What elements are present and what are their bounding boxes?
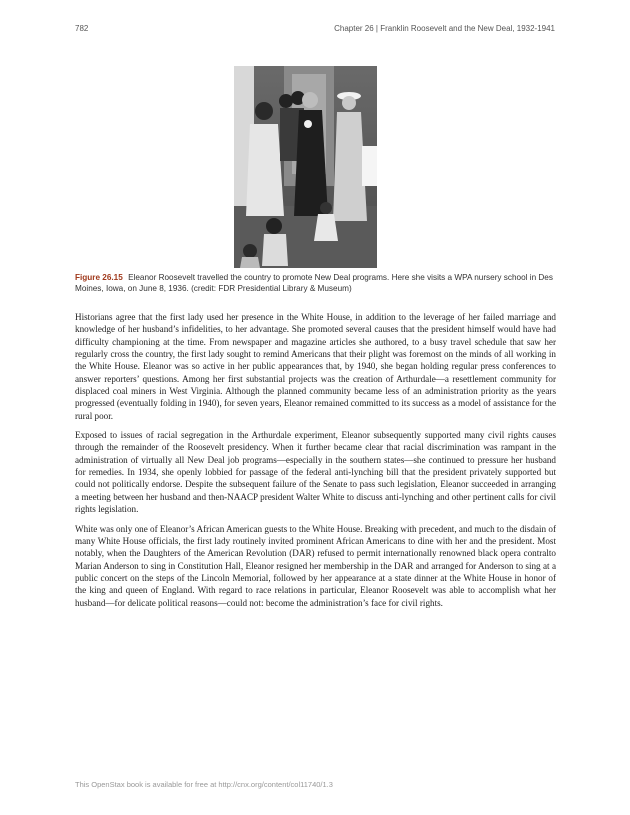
paragraph: Historians agree that the first lady used her presence in the White House, in addition to the leverage of her failed marriage and knowledge of her husband’s infidelities, to her advantage. She promoted several causes that the president himself would have had difficulty championing at the time. From newspaper and magazine articles she authored, to a busy travel schedule that saw her regularly cross the country, the first lady sought to remind Americans that their plight was foremost on the minds of all working in the White House. Eleanor was so active in her public appearances that, by 1940, she began holding regular press conferences to answer reporters’ questions. Among her first substantial projects was the creation of Arthurdale—a resettlement community for displaced coal miners in West Virginia. Although the planned community became less of an administration priority as the years progressed (eventually folding in 1940), for seven years, Eleanor remained committed to its success as a model of assistance for the rural poor. [75,312,556,421]
figure-label: Figure 26.15 [75,273,123,282]
paragraph: White was only one of Eleanor’s African American guests to the White House. Breaking with precedent, and much to the disdain of many White House officials, the first lady routinely invited prominent African Americans to dine with her and the president. Most notably, when the Daughters of the American Revolution (DAR) refused to permit internationally renowned black opera contralto Marian Anderson to sing in Constitution Hall, Eleanor resigned her membership in the DAR and arranged for Anderson to sing at a public concert on the steps of the Lincoln Memorial, followed by her appearance at a state dinner at the White House in honor of the king and queen of England. With regard to race relations in particular, Eleanor Roosevelt was able to accomplish what her husband—for delicate political reasons—could not: become the administration’s face for civil rights. [75,523,556,608]
page-footer: This OpenStax book is available for free at http://cnx.org/content/col11740/1.3 [75,780,333,789]
photo-illustration [234,66,377,268]
figure-caption [75,273,555,294]
chapter-title: Chapter 26 | Franklin Roosevelt and the New Deal, 1932-1941 [334,24,555,33]
page-number: 782 [75,24,89,33]
body-text [75,311,556,616]
figure-caption-text: Eleanor Roosevelt travelled the country to promote New Deal programs. Here she visits a WPA nursery school in Des Moines, Iowa, on June 8, 1936. (credit: FDR Presidential Library & Museum) [75,273,553,293]
figure-photo [234,66,377,268]
paragraph: Exposed to issues of racial segregation in the Arthurdale experiment, Eleanor subsequently supported many civil rights causes through the remainder of the Roosevelt presidency. When it further became clear that racial discrimination was rampant in the administration of virtually all New Deal job programs—especially in the southern states—she continued to pressure her husband for remedies. In 1934, she openly lobbied for passage of the federal anti-lynching bill that the president privately supported but could not politically endorse. Despite the subsequent failure of the Senate to pass such legislation, Eleanor succeeded in arranging a meeting between her husband and then-NAACP president Walter White to discuss anti-lynching and other pertinent calls for civil rights legislation. [75,430,556,515]
